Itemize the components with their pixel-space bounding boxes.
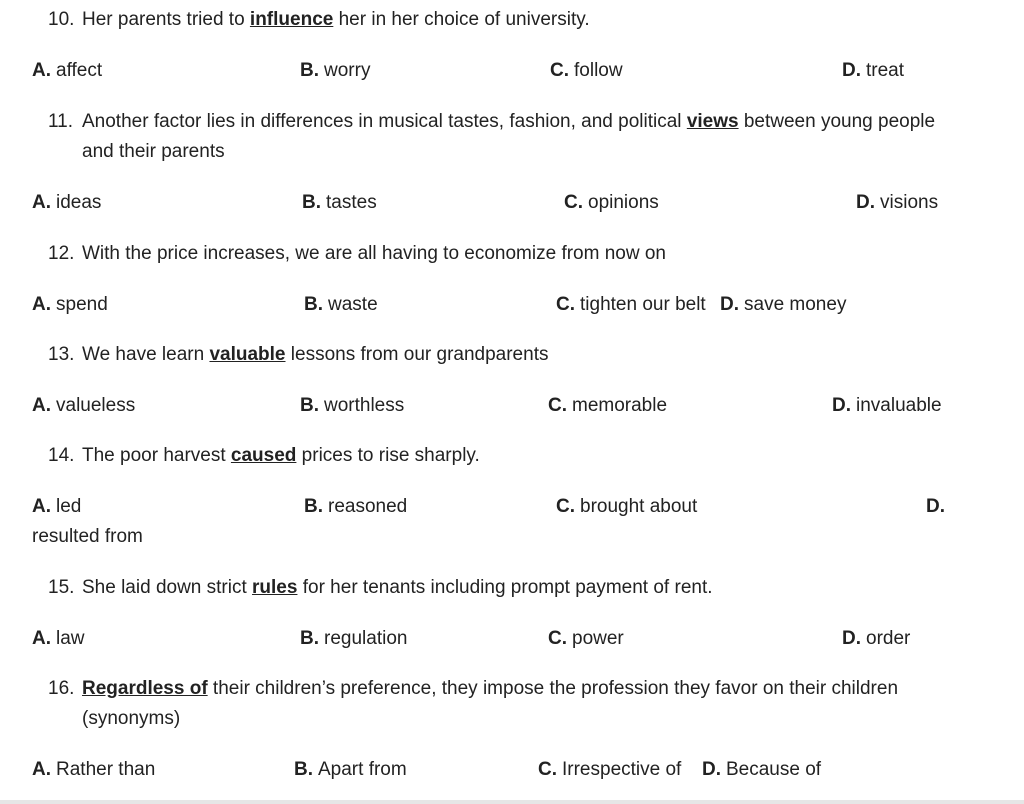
option-text: power (572, 628, 624, 649)
option-letter: D. (720, 294, 739, 315)
option-d[interactable] (832, 391, 942, 421)
option-letter: D. (926, 496, 945, 517)
option-d-letter[interactable] (926, 492, 950, 522)
option-letter: D. (842, 60, 861, 81)
question-text-before: The poor harvest (82, 445, 231, 466)
option-text: led (56, 496, 82, 517)
option-b[interactable] (304, 492, 407, 522)
question-text-after: lessons from our grandparents (285, 344, 549, 365)
option-text: spend (56, 294, 108, 315)
question-16 (48, 674, 968, 734)
option-letter: D. (832, 395, 851, 416)
option-b[interactable] (302, 188, 377, 218)
option-letter: C. (556, 496, 575, 517)
option-letter: D. (842, 628, 861, 649)
option-letter: A. (32, 395, 51, 416)
question-number: 11. (48, 111, 74, 132)
option-c[interactable] (556, 492, 697, 522)
option-text: affect (56, 60, 103, 81)
option-text: treat (866, 60, 905, 81)
option-text: waste (328, 294, 378, 315)
option-a[interactable] (32, 755, 155, 785)
question-text-before: We have learn (82, 344, 210, 365)
option-letter: B. (300, 395, 319, 416)
option-c[interactable] (548, 624, 624, 654)
question-text (82, 674, 962, 734)
option-d[interactable] (702, 755, 821, 785)
question-text-before: Her parents tried to (82, 9, 250, 30)
option-letter: B. (304, 294, 323, 315)
key-word: valuable (209, 344, 286, 365)
option-letter: C. (548, 395, 567, 416)
option-letter: C. (556, 294, 575, 315)
option-letter: A. (32, 496, 51, 517)
option-letter: A. (32, 759, 51, 780)
key-word: Regardless of (82, 678, 208, 699)
question-text-after: between young people and their parents (82, 111, 936, 162)
option-b[interactable] (300, 391, 404, 421)
option-d[interactable] (842, 56, 904, 86)
option-letter: A. (32, 628, 51, 649)
option-b[interactable] (294, 755, 407, 785)
option-letter: C. (564, 192, 583, 213)
option-text: tastes (326, 192, 377, 213)
option-text: save money (744, 294, 847, 315)
page-bottom-divider (0, 800, 1024, 804)
question-number: 16. (48, 678, 75, 699)
option-letter: B. (304, 496, 323, 517)
question-11 (48, 107, 968, 167)
option-text: Irrespective of (562, 759, 682, 780)
question-text-after: her in her choice of university. (333, 9, 590, 30)
option-d-text: resulted from (32, 526, 143, 547)
option-c[interactable] (538, 755, 681, 785)
option-letter: B. (294, 759, 313, 780)
question-text-before: With the price increases, we are all having to economize from now on (82, 243, 666, 264)
question-number: 13. (48, 344, 75, 365)
option-b[interactable] (300, 56, 370, 86)
option-c[interactable] (556, 290, 706, 320)
option-a[interactable] (32, 56, 102, 86)
question-number: 15. (48, 577, 75, 598)
question-10 (48, 5, 968, 35)
question-12 (48, 239, 968, 269)
key-word: views (686, 111, 739, 132)
option-b[interactable] (304, 290, 378, 320)
question-text-after: for her tenants including prompt payment of rent. (297, 577, 713, 598)
option-d[interactable] (856, 188, 938, 218)
option-d[interactable] (842, 624, 910, 654)
option-text: visions (880, 192, 939, 213)
question-text-after: prices to rise sharply. (296, 445, 480, 466)
question-number: 10. (48, 9, 75, 30)
option-a[interactable] (32, 188, 101, 218)
option-letter: B. (302, 192, 321, 213)
option-text: brought about (580, 496, 698, 517)
option-text: invaluable (856, 395, 942, 416)
option-text: Apart from (318, 759, 407, 780)
option-letter: C. (550, 60, 569, 81)
option-a[interactable] (32, 624, 85, 654)
question-13 (48, 340, 968, 370)
option-a[interactable] (32, 492, 81, 522)
option-a[interactable] (32, 290, 108, 320)
option-letter: C. (548, 628, 567, 649)
question-text-before: She laid down strict (82, 577, 253, 598)
question-number: 14. (48, 445, 75, 466)
option-c[interactable] (550, 56, 623, 86)
key-word: caused (230, 445, 297, 466)
option-b[interactable] (300, 624, 407, 654)
question-14 (48, 441, 968, 471)
question-number: 12. (48, 243, 75, 264)
option-text: Rather than (56, 759, 156, 780)
option-letter: A. (32, 60, 51, 81)
key-word: influence (249, 9, 334, 30)
option-text: worry (324, 60, 371, 81)
option-text: regulation (324, 628, 408, 649)
question-text-before: Another factor lies in differences in musical tastes, fashion, and political (82, 111, 687, 132)
option-text: memorable (572, 395, 668, 416)
question-text (82, 107, 962, 167)
question-15 (48, 573, 968, 603)
option-text: follow (574, 60, 623, 81)
option-text: reasoned (328, 496, 408, 517)
option-a[interactable] (32, 391, 135, 421)
option-letter: D. (856, 192, 875, 213)
option-text: ideas (56, 192, 102, 213)
option-letter: C. (538, 759, 557, 780)
option-c[interactable] (548, 391, 667, 421)
option-text: tighten our belt (580, 294, 706, 315)
option-letter: B. (300, 60, 319, 81)
option-letter: A. (32, 294, 51, 315)
option-text: valueless (56, 395, 136, 416)
option-text: opinions (588, 192, 659, 213)
option-text: worthless (324, 395, 405, 416)
question-text-after: their children’s preference, they impose the profession they favor on their children (synonyms) (82, 678, 899, 729)
key-word: rules (252, 577, 298, 598)
option-text: order (866, 628, 911, 649)
option-letter: A. (32, 192, 51, 213)
option-letter: B. (300, 628, 319, 649)
option-c[interactable] (564, 188, 659, 218)
option-text: law (56, 628, 85, 649)
option-d[interactable] (720, 290, 846, 320)
option-text: Because of (726, 759, 822, 780)
option-letter: D. (702, 759, 721, 780)
